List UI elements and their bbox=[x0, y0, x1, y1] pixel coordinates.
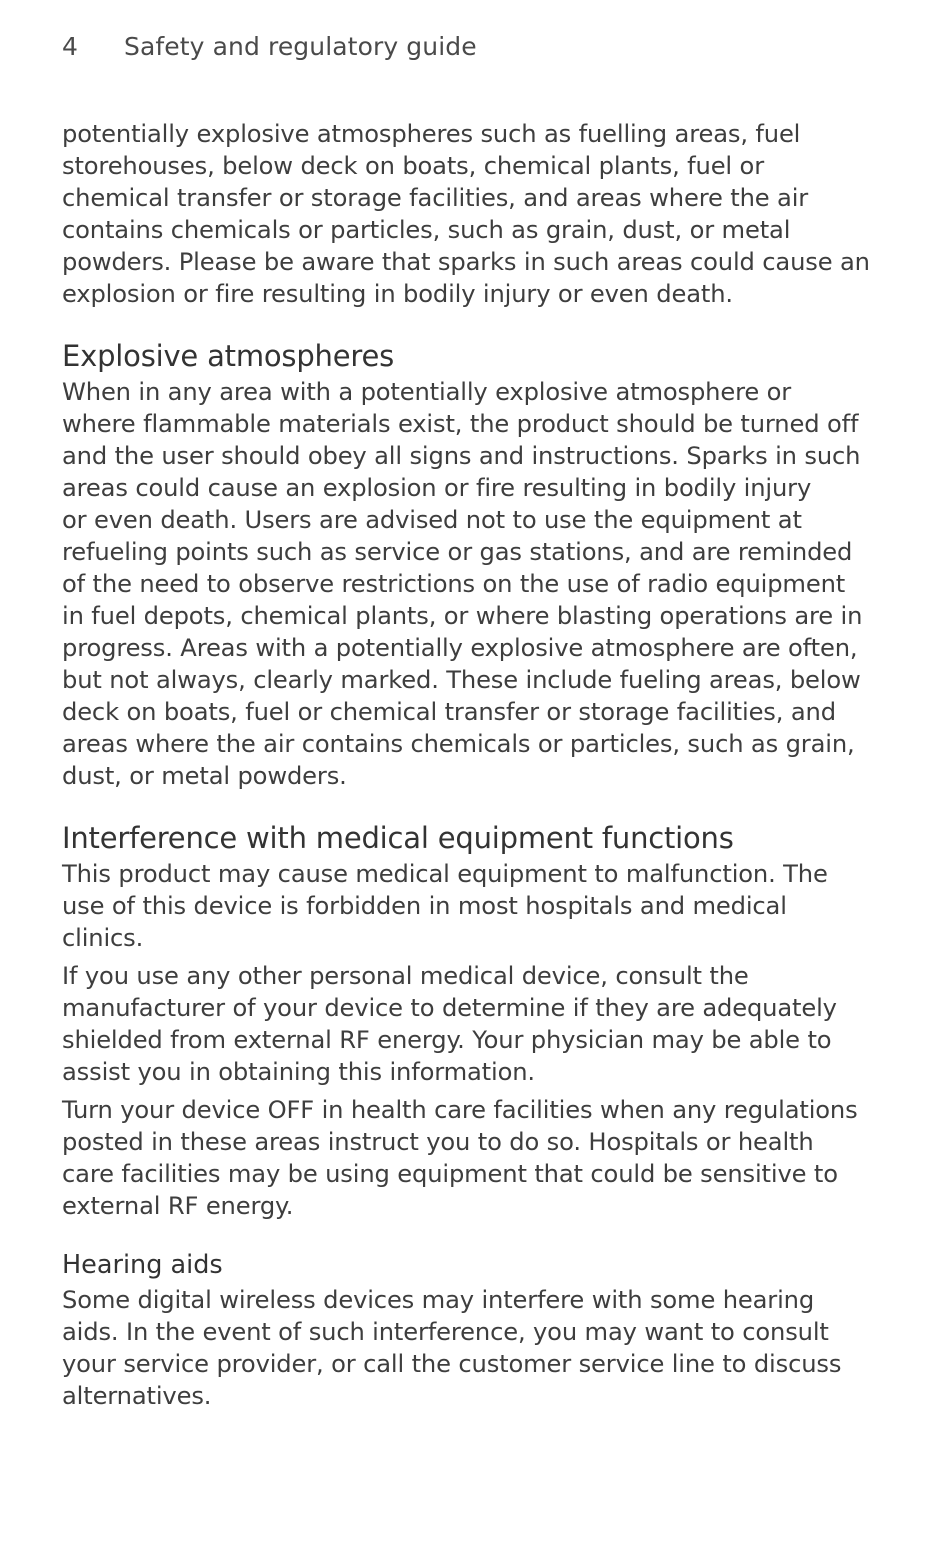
section-heading-explosive-atmospheres: Explosive atmospheres bbox=[62, 339, 394, 373]
section-heading-medical-interference: Interference with medical equipment functions bbox=[62, 821, 734, 855]
document-title: Safety and regulatory guide bbox=[124, 31, 477, 61]
medical-interference-paragraph-1: This product may cause medical equipment to malfunction. The use of this device is forbidden in most hospitals and medical clinics. bbox=[62, 860, 828, 952]
section-heading-hearing-aids: Hearing aids bbox=[62, 1250, 223, 1280]
running-header bbox=[62, 26, 477, 66]
intro-paragraph: potentially explosive atmospheres such as fuelling areas, fuel storehouses, below deck on boats, chemical plants, fuel or chemical transfer or storage facilities, and areas where the air contains chemicals or particles, such as grain, dust, or metal powders. Please be aware that sparks in such areas could cause an explosion or fire resulting in bodily injury or even death. bbox=[62, 120, 870, 308]
hearing-aids-paragraph: Some digital wireless devices may interfere with some hearing aids. In the event of such interference, you may want to consult your service provider, or call the customer service line to discuss alternatives. bbox=[62, 1286, 842, 1410]
page-number: 4 bbox=[62, 31, 79, 61]
explosive-atmospheres-paragraph: When in any area with a potentially explosive atmosphere or where flammable materials exist, the product should be turned off and the user should obey all signs and instructions. Sparks in such areas could cause an explosion or fire resulting in bodily injury or even death. Users are advised not to use the equipment at refueling points such as service or gas stations, and are reminded of the need to observe restrictions on the use of radio equipment in fuel depots, chemical plants, or where blasting operations are in progress. Areas with a potentially explosive atmosphere are often, but not always, clearly marked. These include fueling areas, below deck on boats, fuel or chemical transfer or storage facilities, and areas where the air contains chemicals or particles, such as grain, dust, or metal powders. bbox=[62, 378, 863, 790]
medical-interference-paragraph-3: Turn your device OFF in health care facilities when any regulations posted in these areas instruct you to do so. Hospitals or health care facilities may be using equipment that could be sensitive to external RF energy. bbox=[62, 1096, 858, 1220]
medical-interference-paragraph-2: If you use any other personal medical device, consult the manufacturer of your device to determine if they are adequately shielded from external RF energy. Your physician may be able to assist you in obtaining this information. bbox=[62, 962, 837, 1086]
page-content bbox=[62, 118, 892, 1412]
